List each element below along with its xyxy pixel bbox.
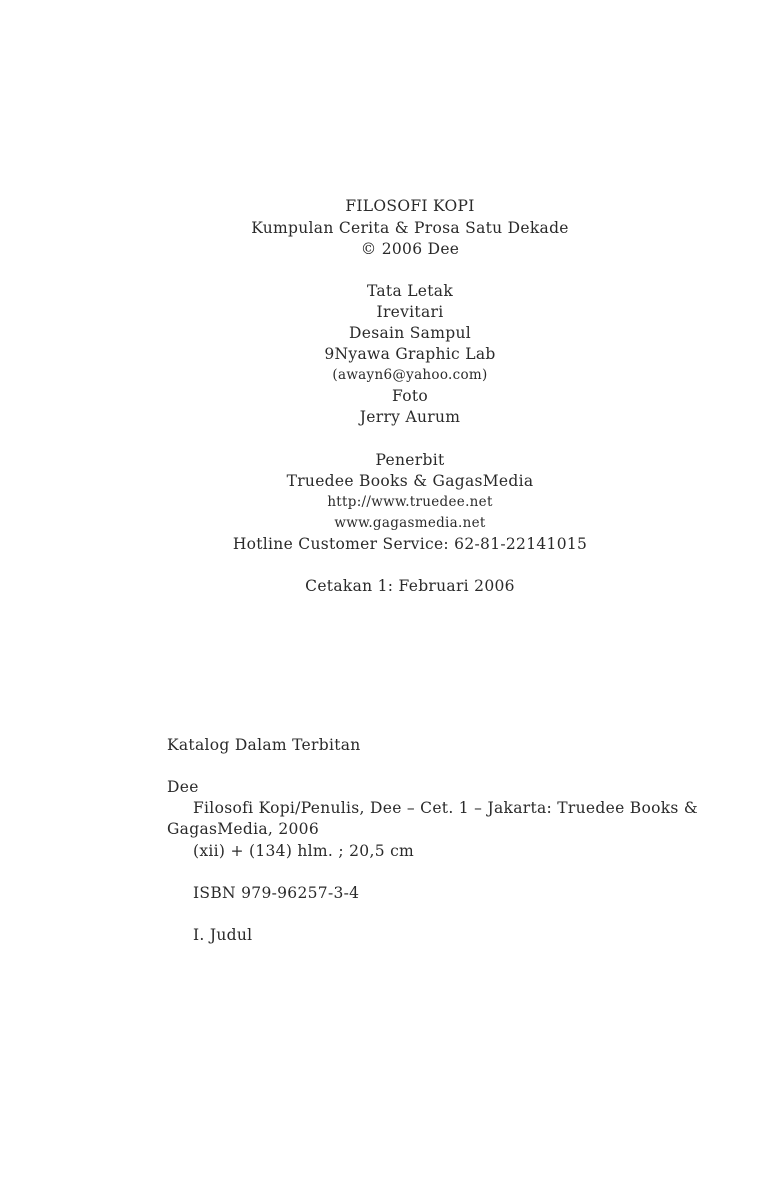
cover-label: Desain Sampul (349, 324, 471, 342)
catalog-subject: I. Judul (193, 926, 253, 944)
catalog-entry-line2: GagasMedia, 2006 (167, 820, 320, 838)
catalog-heading: Katalog Dalam Terbitan (167, 736, 361, 754)
photo-label: Foto (392, 387, 428, 405)
catalog-entry-line1: Filosofi Kopi/Penulis, Dee – Cet. 1 – Jakarta: Truedee Books & (193, 799, 698, 817)
publisher-label: Penerbit (375, 451, 445, 469)
catalog-author: Dee (167, 778, 199, 796)
catalog-isbn: ISBN 979-96257-3-4 (193, 884, 360, 902)
url-truedee: http://www.truedee.net (327, 494, 493, 510)
catalog-pages: (xii) + (134) hlm. ; 20,5 cm (193, 842, 415, 860)
book-subtitle: Kumpulan Cerita & Prosa Satu Dekade (251, 219, 569, 237)
printing: Cetakan 1: Februari 2006 (305, 577, 515, 595)
cover-name: 9Nyawa Graphic Lab (324, 345, 496, 363)
book-title: FILOSOFI KOPI (345, 197, 475, 215)
hotline: Hotline Customer Service: 62-81-22141015 (232, 535, 588, 553)
copyright: © 2006 Dee (360, 240, 460, 258)
publisher-name: Truedee Books & GagasMedia (286, 472, 534, 490)
layout-label: Tata Letak (366, 282, 454, 300)
cover-email: (awayn6@yahoo.com) (332, 367, 488, 383)
url-gagasmedia: www.gagasmedia.net (334, 515, 486, 531)
layout-name: Irevitari (376, 303, 444, 321)
photo-name: Jerry Aurum (359, 408, 461, 426)
